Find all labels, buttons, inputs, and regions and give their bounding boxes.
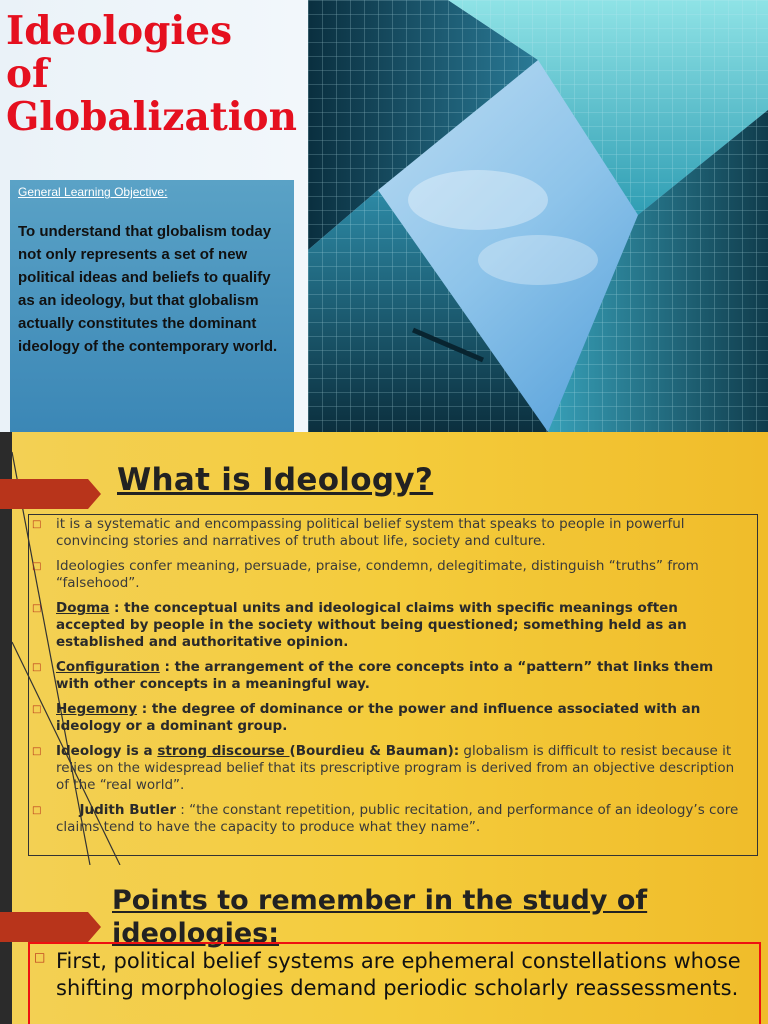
bullet-icon: □ — [32, 746, 42, 757]
bullet-icon: □ — [32, 805, 42, 816]
item-text: it is a systematic and encompassing political belief system that speaks to people in powerful convincing stories and narratives of truth about life, society and culture. — [56, 516, 685, 549]
objective-text: To understand that globalism today not only represents a set of new political ideas and beliefs to qualify as an ideology, but that globalism actually constitutes the dominant ideology of the contemporary world. — [18, 223, 278, 355]
slide-heading: Points to remember in the study of ideologies: — [112, 885, 648, 949]
title-arrow-shape — [0, 479, 101, 509]
list-item — [28, 516, 750, 550]
item-definition: : the degree of dominance or the power and influence associated with an ideology or a dominant group. — [56, 701, 701, 734]
item-definition: : the conceptual units and ideological claims with specific meanings often accepted by people in the society without being questioned; something held as an established and authoritative opinion. — [56, 600, 687, 650]
list-item — [28, 802, 750, 836]
bullet-icon: □ — [32, 704, 42, 715]
item-lead: Ideology is a — [56, 743, 158, 759]
building-sky-image — [308, 0, 768, 432]
list-item — [28, 743, 750, 794]
bullet-icon: □ — [32, 519, 42, 530]
title-line: Globalization — [6, 94, 297, 140]
title-arrow-shape — [0, 912, 101, 942]
item-term: Configuration — [56, 659, 160, 675]
point-text: First, political belief systems are ephemeral constellations whose shifting morphologies demand periodic scholarly reassessments. — [56, 949, 741, 1000]
title-line: Ideologies — [6, 8, 233, 54]
item-term: strong discourse — [157, 743, 290, 759]
bullet-icon: □ — [32, 603, 42, 614]
list-item — [28, 558, 750, 592]
bullet-icon: □ — [34, 950, 46, 964]
title-line: of — [6, 51, 49, 97]
bullet-icon: □ — [32, 561, 42, 572]
what-is-ideology-slide — [0, 432, 768, 865]
building-illustration — [308, 0, 768, 432]
ideology-bullet-list — [28, 516, 750, 844]
list-item — [28, 600, 750, 651]
slide-edge-bar — [0, 865, 12, 1024]
slide-heading: What is Ideology? — [117, 462, 434, 498]
points-to-remember-slide — [0, 865, 768, 1024]
slide-title — [6, 10, 297, 139]
title-slide — [0, 0, 768, 432]
item-term: Dogma — [56, 600, 110, 616]
item-term: Hegemony — [56, 701, 138, 717]
list-item — [28, 659, 750, 693]
item-definition: : the arrangement of the core concepts into a “pattern” that links them with other concepts in a meaningful way. — [56, 659, 714, 692]
item-definition: : “the constant repetition, public recitation, and performance of an ideology’s core claims tend to have the capacity to produce what they name”. — [56, 802, 739, 835]
bullet-icon: □ — [32, 662, 42, 673]
item-citation: (Bourdieu & Bauman): — [289, 743, 460, 759]
list-item — [28, 701, 750, 735]
item-text: Ideologies confer meaning, persuade, praise, condemn, delegitimate, distinguish “truths” from “falsehood”. — [56, 558, 699, 591]
item-term: Judith Butler — [56, 802, 176, 818]
objective-heading: General Learning Objective: — [18, 185, 168, 199]
item-definition: globalism is difficult to resist because it relies on the widespread belief that its prescriptive program is derived from an objective description of the “real world”. — [56, 743, 735, 793]
learning-objective-box — [10, 180, 294, 432]
